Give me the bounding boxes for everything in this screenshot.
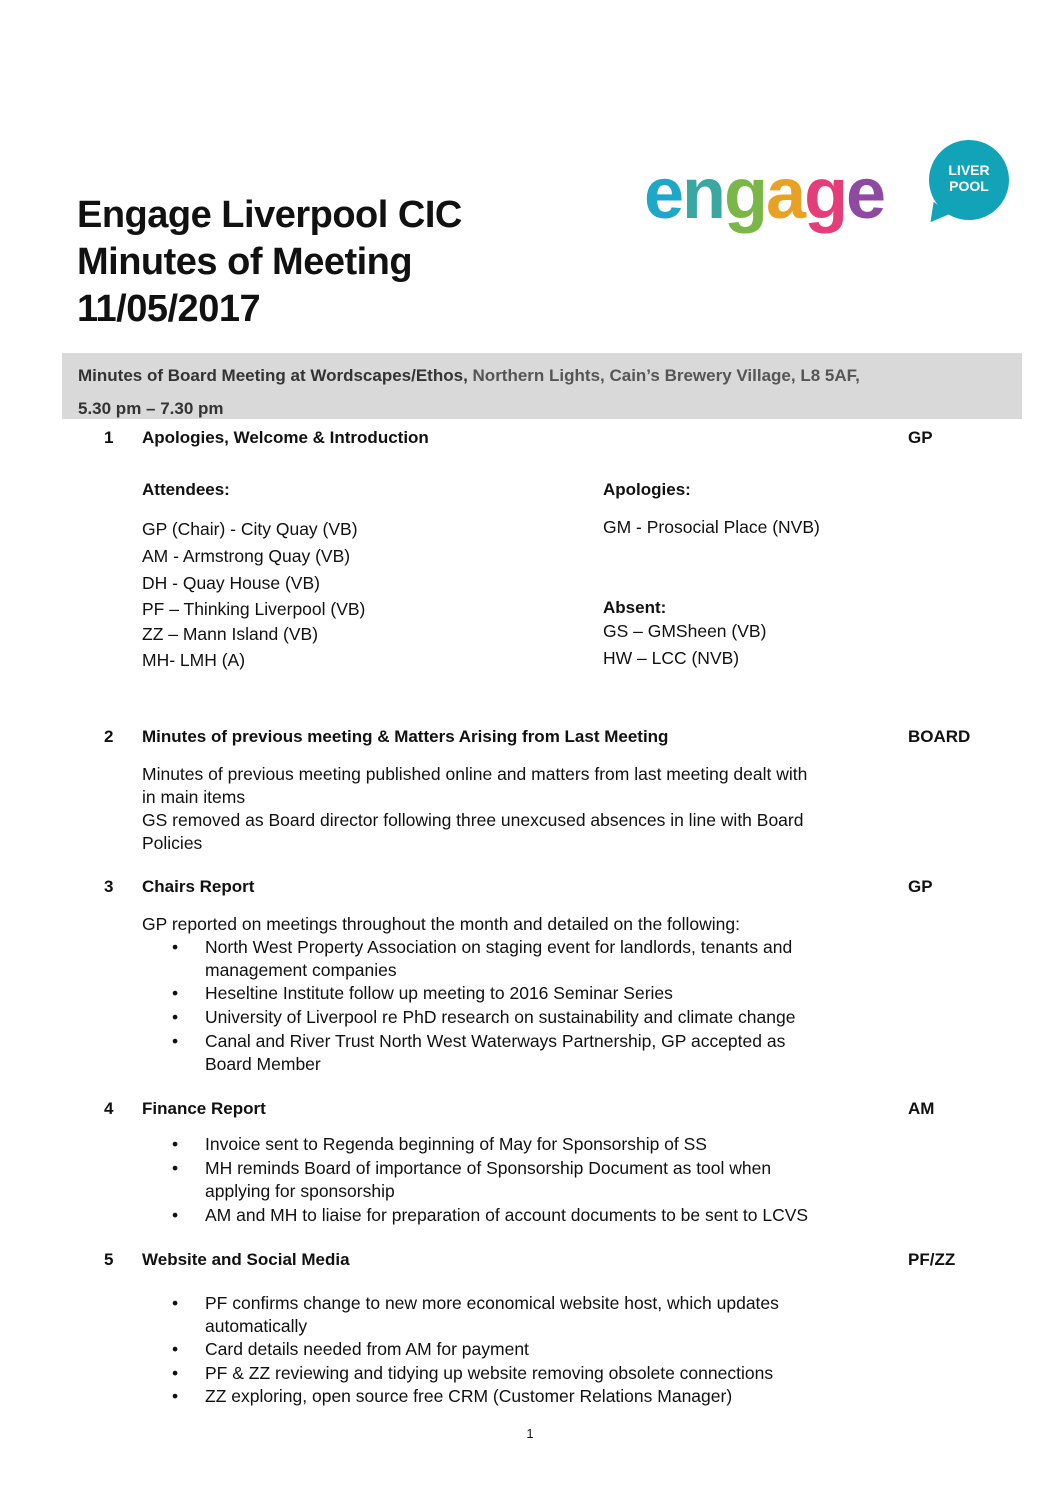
doc-date: 11/05/2017 bbox=[77, 288, 261, 330]
bullet-icon: • bbox=[172, 983, 179, 1003]
doc-title-line2: Minutes of Meeting bbox=[77, 241, 413, 283]
logo-letter: g bbox=[724, 154, 767, 234]
item-heading: Chairs Report bbox=[142, 877, 255, 896]
absent-label: Absent: bbox=[603, 598, 667, 617]
logo-letter: a bbox=[766, 154, 805, 234]
bullet-text: ZZ exploring, open source free CRM (Customer Relations Manager) bbox=[205, 1386, 733, 1406]
bullet-text: Canal and River Trust North West Waterways Partnership, GP accepted as Board Member bbox=[205, 1031, 786, 1074]
bullet-icon: • bbox=[172, 1158, 179, 1178]
bullet-text: PF & ZZ reviewing and tidying up website removing obsolete connections bbox=[205, 1363, 774, 1383]
bullet-text: Heseltine Institute follow up meeting to 2016 Seminar Series bbox=[205, 983, 673, 1003]
logo-wordmark bbox=[644, 154, 885, 234]
bullet-text: PF confirms change to new more economical website host, which updates automatically bbox=[205, 1293, 779, 1336]
list-item: GP (Chair) - City Quay (VB) bbox=[142, 519, 358, 539]
item-owner: AM bbox=[908, 1099, 935, 1118]
meeting-address: Northern Lights, Cain’s Brewery Village, L8 5AF, bbox=[472, 366, 860, 385]
item-heading: Apologies, Welcome & Introduction bbox=[142, 428, 429, 447]
list-item: GM - Prosocial Place (NVB) bbox=[603, 517, 820, 537]
bullet-text: MH reminds Board of importance of Sponsorship Document as tool when applying for sponsorship bbox=[205, 1158, 772, 1201]
list-item: PF – Thinking Liverpool (VB) bbox=[142, 599, 366, 619]
item-body bbox=[142, 763, 807, 855]
bullet-text: AM and MH to liaise for preparation of account documents to be sent to LCVS bbox=[205, 1205, 809, 1225]
body-line: in main items bbox=[142, 787, 246, 807]
logo-bubble-line1: LIVER bbox=[948, 162, 990, 178]
body-line: GS removed as Board director following three unexcused absences in line with Board bbox=[142, 810, 804, 830]
item-number: 1 bbox=[104, 428, 114, 447]
page-number: 1 bbox=[526, 1426, 534, 1441]
bullet-text: North West Property Association on staging event for landlords, tenants and management companies bbox=[205, 937, 793, 980]
logo-letter: e bbox=[644, 154, 683, 234]
doc-title-line1: Engage Liverpool CIC bbox=[77, 194, 462, 236]
bullet-text: University of Liverpool re PhD research on sustainability and climate change bbox=[205, 1007, 796, 1027]
item-owner: PF/ZZ bbox=[908, 1250, 956, 1269]
absent-list bbox=[603, 618, 766, 672]
logo-letter: n bbox=[682, 154, 725, 234]
item-owner: GP bbox=[908, 877, 933, 896]
list-item: ZZ – Mann Island (VB) bbox=[142, 624, 319, 644]
list-item: MH- LMH (A) bbox=[142, 650, 246, 670]
apologies-label: Apologies: bbox=[603, 480, 691, 499]
item-number: 5 bbox=[104, 1250, 114, 1269]
list-item: HW – LCC (NVB) bbox=[603, 648, 740, 668]
bullet-icon: • bbox=[172, 1134, 179, 1154]
item-number: 4 bbox=[104, 1099, 114, 1118]
list-item: AM - Armstrong Quay (VB) bbox=[142, 546, 351, 566]
meeting-time: 5.30 pm – 7.30 pm bbox=[78, 399, 224, 418]
item-intro: GP reported on meetings throughout the month and detailed on the following: bbox=[142, 914, 740, 934]
list-item: DH - Quay House (VB) bbox=[142, 573, 320, 593]
bullet-icon: • bbox=[172, 1339, 179, 1359]
bullet-icon: • bbox=[172, 1386, 179, 1406]
item-heading: Minutes of previous meeting & Matters Arising from Last Meeting bbox=[142, 727, 669, 746]
engage-liverpool-logo bbox=[640, 140, 1010, 260]
meeting-info-band bbox=[62, 353, 1022, 419]
attendees-list bbox=[142, 516, 365, 674]
meeting-location bbox=[78, 366, 860, 386]
bullet-icon: • bbox=[172, 937, 179, 957]
list-item: GS – GMSheen (VB) bbox=[603, 621, 767, 641]
item-owner: BOARD bbox=[908, 727, 971, 746]
apologies-list bbox=[603, 516, 820, 539]
bullet-icon: • bbox=[172, 1031, 179, 1051]
bullet-icon: • bbox=[172, 1293, 179, 1313]
item-heading: Finance Report bbox=[142, 1099, 266, 1118]
bullet-icon: • bbox=[172, 1007, 179, 1027]
logo-bubble-line2: POOL bbox=[949, 178, 989, 194]
body-line: Policies bbox=[142, 833, 203, 853]
attendees-label: Attendees: bbox=[142, 480, 230, 499]
body-line: Minutes of previous meeting published online and matters from last meeting dealt with bbox=[142, 764, 808, 784]
item-heading: Website and Social Media bbox=[142, 1250, 350, 1269]
bullet-icon: • bbox=[172, 1205, 179, 1225]
bullet-text: Invoice sent to Regenda beginning of May for Sponsorship of SS bbox=[205, 1134, 707, 1154]
item-number: 2 bbox=[104, 727, 114, 746]
meeting-venue: Minutes of Board Meeting at Wordscapes/Ethos, bbox=[78, 366, 468, 385]
item-owner: GP bbox=[908, 428, 933, 447]
item-number: 3 bbox=[104, 877, 114, 896]
logo-bubble-text bbox=[929, 162, 1009, 194]
logo-letter: e bbox=[846, 154, 885, 234]
bullet-icon: • bbox=[172, 1363, 179, 1383]
bullet-text: Card details needed from AM for payment bbox=[205, 1339, 529, 1359]
logo-letter: g bbox=[804, 154, 847, 234]
